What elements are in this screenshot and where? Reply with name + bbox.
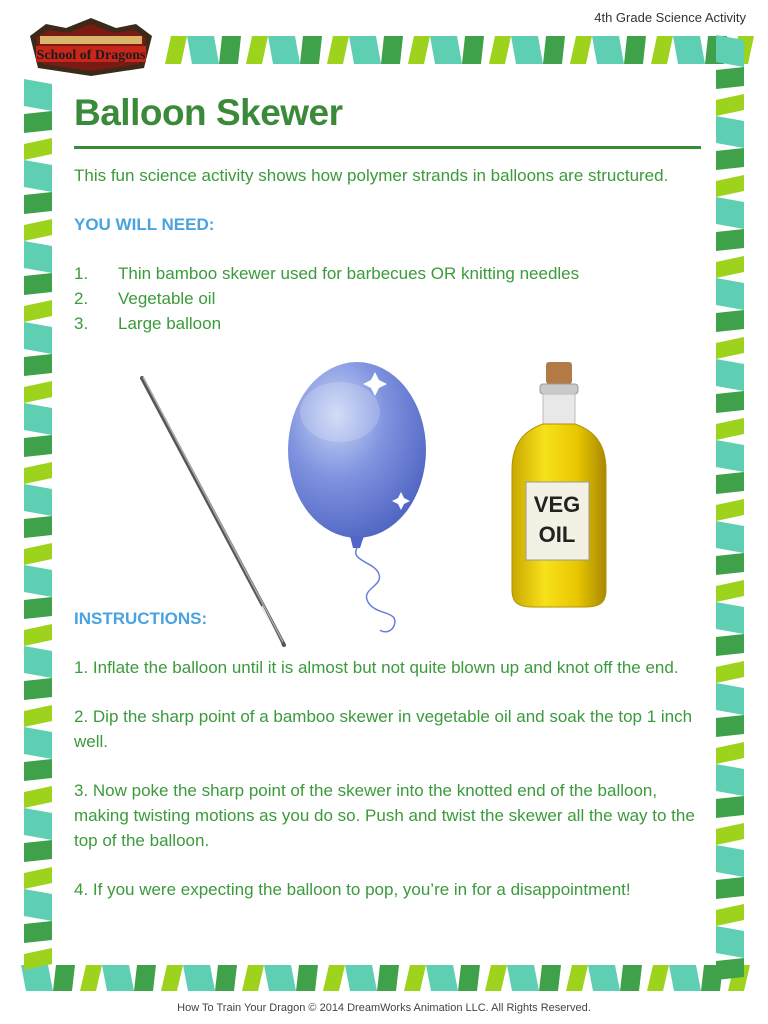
intro-paragraph: This fun science activity shows how polymer strands in balloons are structured. xyxy=(74,166,669,185)
instructions-heading: INSTRUCTIONS: xyxy=(74,609,208,628)
list-item: 3. Large balloon xyxy=(74,314,222,333)
balloon-image xyxy=(288,362,426,632)
instructions-section xyxy=(74,606,706,902)
instruction-step: 2. Dip the sharp point of a bamboo skewer in vegetable oil and soak the top 1 inch well. xyxy=(74,707,693,751)
you-will-need-heading: YOU WILL NEED: xyxy=(74,215,215,234)
knitting-needle-image xyxy=(142,377,284,645)
svg-text:VEG: VEG xyxy=(533,492,581,517)
grade-note: 4th Grade Science Activity xyxy=(594,10,746,25)
instruction-step: 1. Inflate the balloon until it is almost but not quite blown up and knot off the end. xyxy=(74,658,679,677)
list-item: 2. Vegetable oil xyxy=(74,289,216,308)
instruction-step: 3. Now poke the sharp point of the skewer into the knotted end of the balloon, making twisting motions as you do so. Push and twist the skewer all the way to the top of the balloon. xyxy=(74,781,695,850)
svg-text:School of Dragons: School of Dragons xyxy=(36,48,146,63)
copyright-footer: How To Train Your Dragon © 2014 DreamWorks Animation LLC. All Rights Reserved. xyxy=(177,1002,591,1014)
vegetable-oil-bottle-image xyxy=(512,362,606,607)
page-title: Balloon Skewer xyxy=(74,92,343,133)
instruction-step: 4. If you were expecting the balloon to pop, you’re in for a disappointment! xyxy=(74,880,631,899)
svg-text:OIL: OIL xyxy=(538,522,576,547)
list-item: 1. Thin bamboo skewer used for barbecues OR knitting needles xyxy=(74,264,580,283)
